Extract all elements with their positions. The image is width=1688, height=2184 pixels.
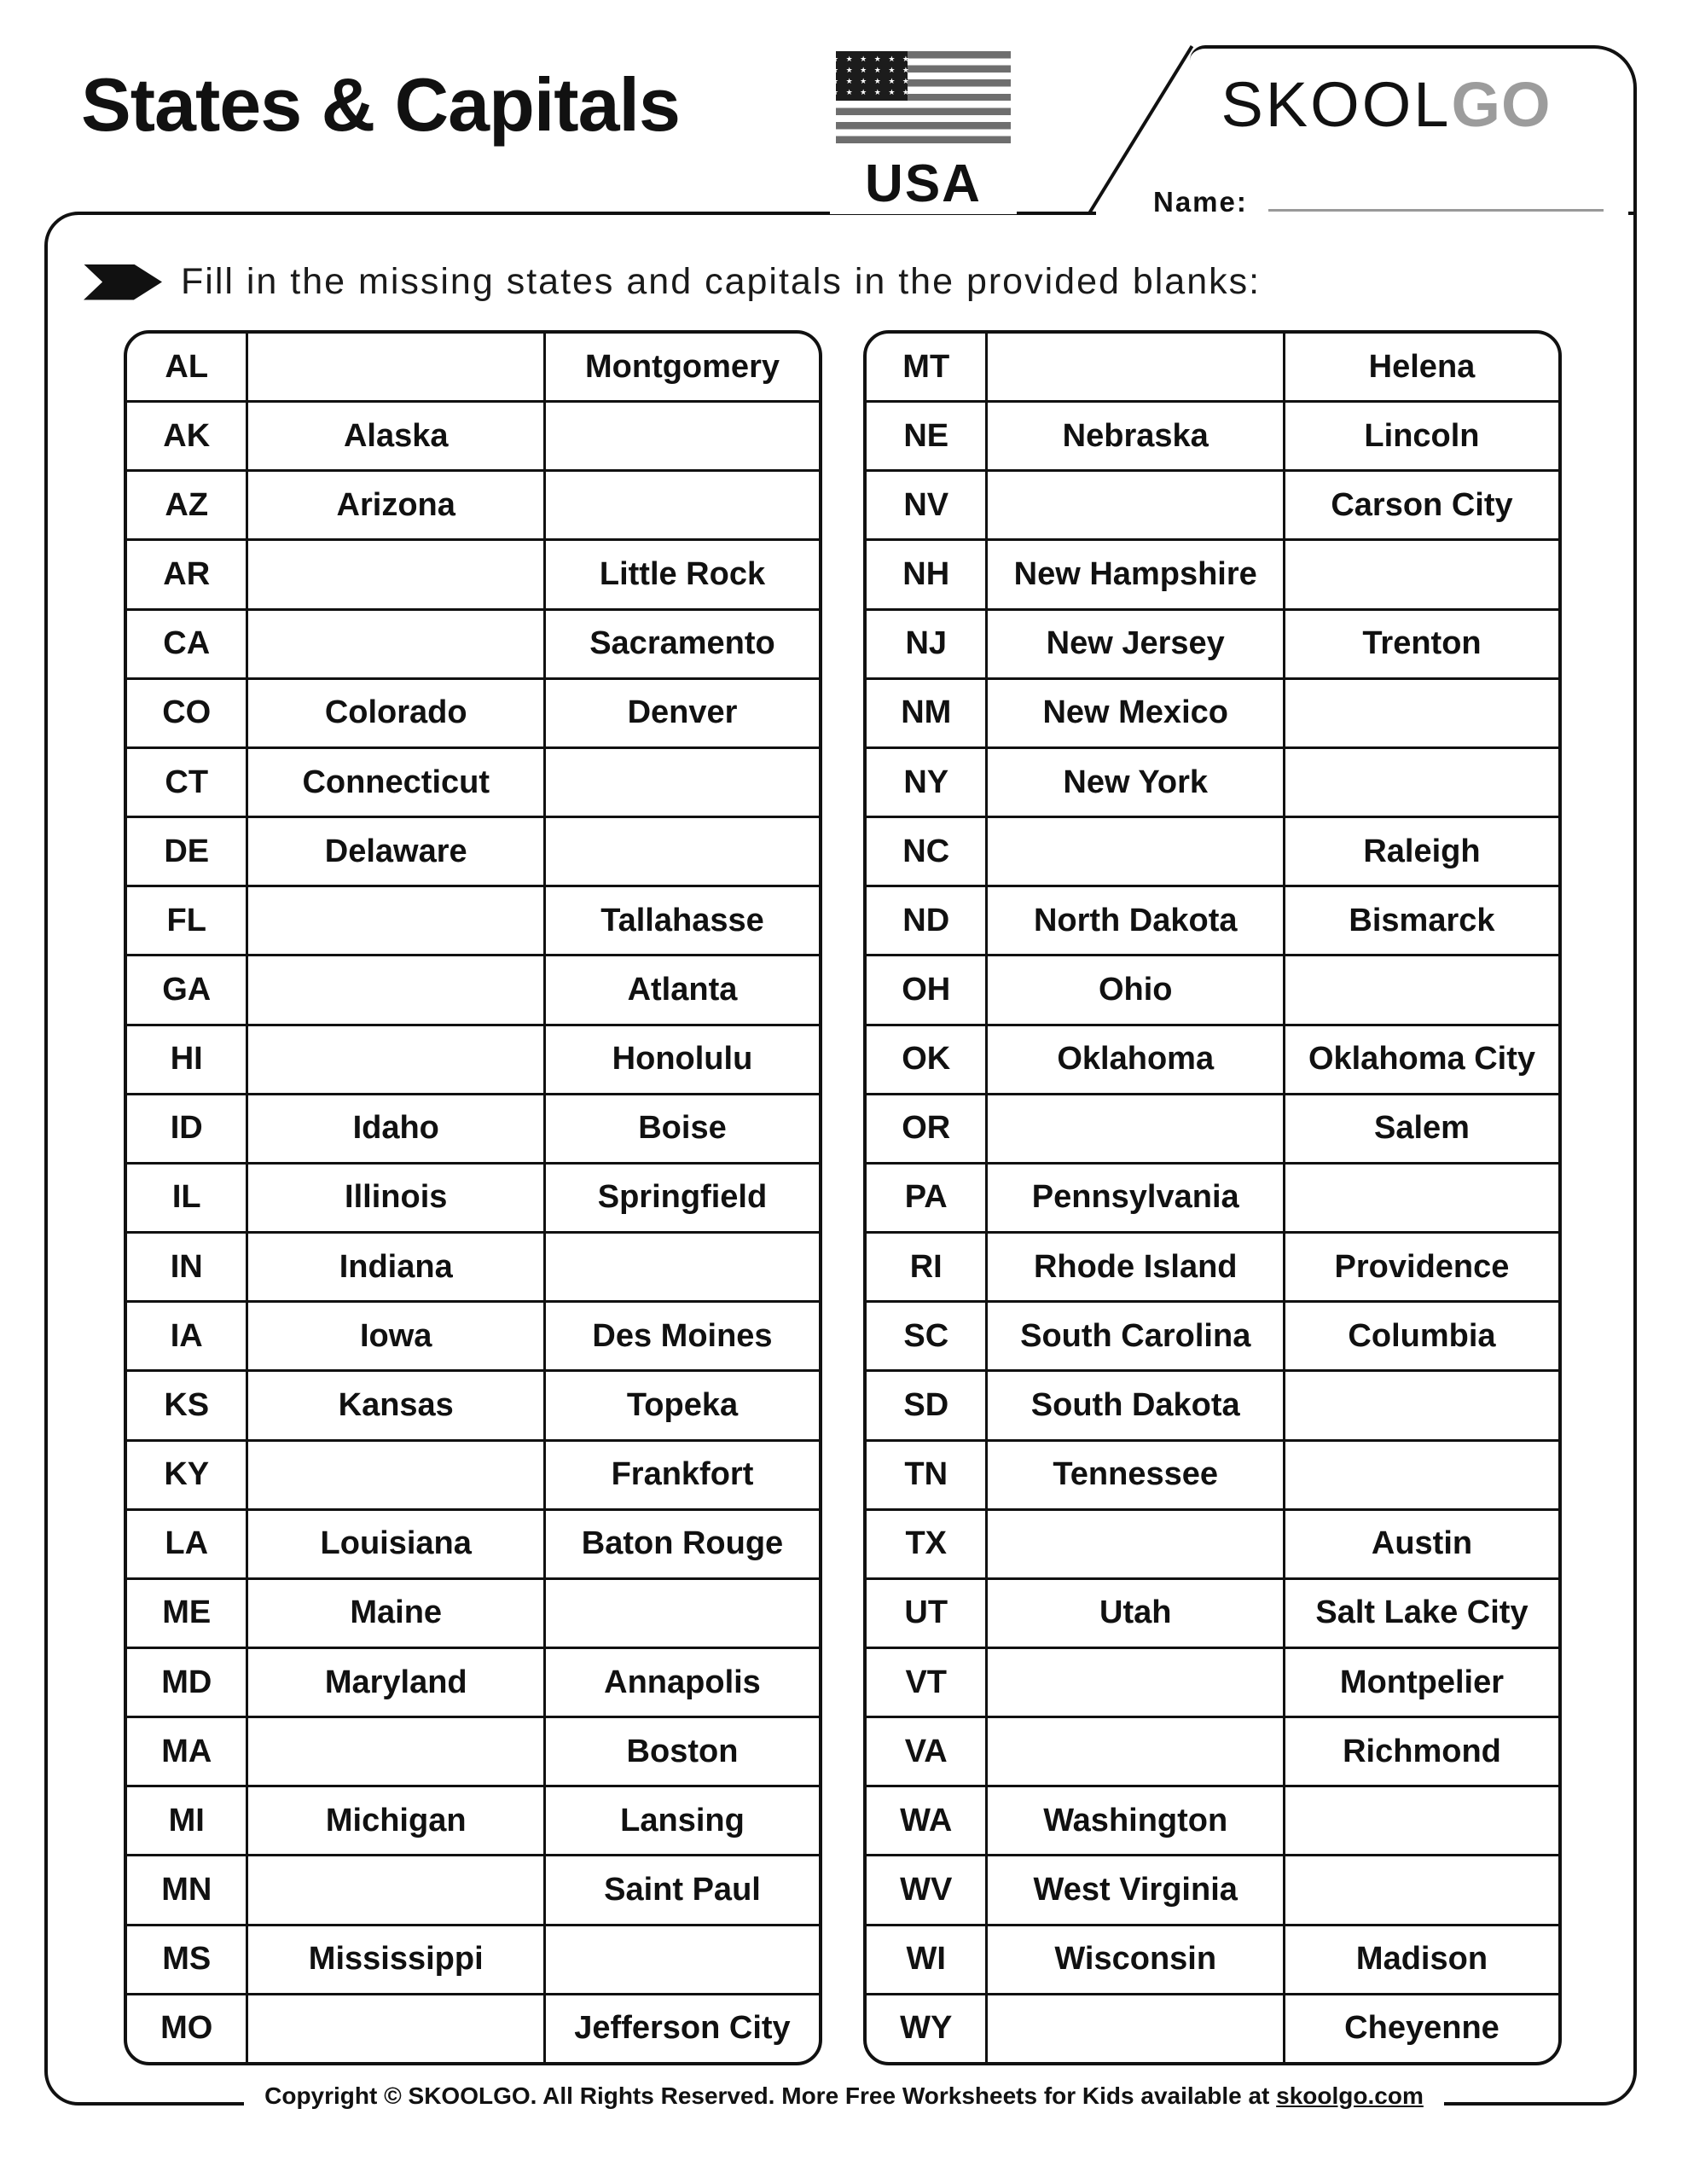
state-abbreviation-cell: AL: [127, 334, 248, 400]
state-name-cell[interactable]: [248, 956, 545, 1023]
state-name-cell[interactable]: [248, 887, 545, 954]
state-abbreviation-cell: IA: [127, 1303, 248, 1369]
name-blank-line[interactable]: [1268, 209, 1604, 212]
state-abbreviation-cell: MA: [127, 1718, 248, 1785]
state-abbreviation-cell: NH: [867, 541, 988, 607]
table-row: [867, 538, 1558, 607]
capital-cell[interactable]: Annapolis: [604, 1664, 761, 1700]
table-row: [867, 1647, 1558, 1716]
state-abbreviation-cell: NJ: [867, 611, 988, 677]
state-abbreviation-cell: TX: [867, 1511, 988, 1577]
state-name-cell[interactable]: [248, 541, 545, 607]
us-flag-icon: [832, 51, 1011, 143]
capital-cell[interactable]: [546, 749, 819, 816]
state-name-cell[interactable]: [988, 1995, 1285, 2062]
state-name-cell[interactable]: Tennessee: [988, 1442, 1285, 1508]
state-abbreviation-cell: CT: [127, 749, 248, 816]
state-abbreviation-cell: KY: [127, 1442, 248, 1508]
table-row: [867, 954, 1558, 1023]
state-abbreviation-cell: AR: [127, 541, 248, 607]
table-row: [127, 1508, 819, 1577]
capital-cell[interactable]: Carson City: [1331, 486, 1513, 523]
capital-cell[interactable]: Atlanta: [627, 971, 738, 1008]
state-name-cell[interactable]: Washington: [988, 1787, 1285, 1854]
state-name-cell[interactable]: [988, 1095, 1285, 1162]
state-name-cell[interactable]: [248, 334, 545, 400]
state-abbreviation-cell: HI: [127, 1026, 248, 1093]
state-abbreviation-cell: WY: [867, 1995, 988, 2062]
name-label: Name:: [1153, 186, 1248, 218]
table-row: [867, 400, 1558, 469]
state-name-cell[interactable]: [988, 1511, 1285, 1577]
capital-cell[interactable]: Cheyenne: [1344, 2010, 1499, 2047]
state-abbreviation-cell: WA: [867, 1787, 988, 1854]
table-row: [127, 816, 819, 885]
state-abbreviation-cell: NY: [867, 749, 988, 816]
state-name-cell[interactable]: [988, 1718, 1285, 1785]
state-name-cell[interactable]: Delaware: [248, 818, 545, 885]
state-name-cell[interactable]: Wisconsin: [988, 1926, 1285, 1993]
state-abbreviation-cell: MD: [127, 1649, 248, 1716]
footer: [0, 2082, 1688, 2110]
capital-cell[interactable]: Lansing: [620, 1802, 745, 1838]
capital-cell[interactable]: Jefferson City: [574, 2010, 791, 2047]
capital-cell[interactable]: [1285, 1442, 1558, 1508]
arrow-icon: [84, 264, 162, 300]
instruction-text: Fill in the missing states and capitals in the provided blanks:: [181, 261, 1262, 302]
table-row: [867, 1231, 1558, 1300]
table-row: [867, 1854, 1558, 1923]
state-name-cell[interactable]: Maine: [248, 1580, 545, 1647]
footer-link[interactable]: skoolgo.com: [1276, 2082, 1424, 2109]
state-abbreviation-cell: GA: [127, 956, 248, 1023]
table-row: [867, 1577, 1558, 1647]
state-abbreviation-cell: DE: [127, 818, 248, 885]
table-row: [127, 608, 819, 677]
capital-cell[interactable]: Salt Lake City: [1315, 1594, 1528, 1631]
state-name-cell[interactable]: Alaska: [248, 403, 545, 469]
capital-cell[interactable]: Boston: [626, 1733, 739, 1769]
state-abbreviation-cell: AZ: [127, 472, 248, 538]
state-abbreviation-cell: OK: [867, 1026, 988, 1093]
table-row: [867, 608, 1558, 677]
table-row: [127, 1024, 819, 1093]
capital-cell[interactable]: [546, 472, 819, 538]
state-abbreviation-cell: CA: [127, 611, 248, 677]
table-row: [867, 1785, 1558, 1854]
state-name-cell[interactable]: [248, 611, 545, 677]
table-row: [867, 1716, 1558, 1785]
capital-cell[interactable]: Frankfort: [611, 1456, 754, 1493]
state-abbreviation-cell: CO: [127, 680, 248, 746]
state-name-cell[interactable]: [248, 1995, 545, 2062]
state-name-cell[interactable]: New Mexico: [988, 680, 1285, 746]
capital-cell[interactable]: Boise: [638, 1110, 727, 1147]
state-name-cell[interactable]: New Jersey: [988, 611, 1285, 677]
state-abbreviation-cell: PA: [867, 1165, 988, 1231]
state-name-cell[interactable]: Connecticut: [248, 749, 545, 816]
state-name-cell[interactable]: [988, 472, 1285, 538]
capital-cell[interactable]: Helena: [1368, 348, 1476, 385]
logo-text-skool: SKOOL: [1221, 69, 1452, 140]
state-abbreviation-cell: FL: [127, 887, 248, 954]
capital-cell[interactable]: Oklahoma City: [1308, 1041, 1536, 1077]
capital-cell[interactable]: Des Moines: [592, 1317, 773, 1354]
table-row: [867, 1508, 1558, 1577]
flag-stars-row: ★ ★ ★ ★ ★ ★: [832, 88, 912, 96]
state-name-cell[interactable]: [988, 334, 1285, 400]
state-name-cell[interactable]: Idaho: [248, 1095, 545, 1162]
table-row: [867, 469, 1558, 538]
state-name-cell[interactable]: Iowa: [248, 1303, 545, 1369]
capital-cell[interactable]: Providence: [1334, 1248, 1510, 1285]
table-row: [127, 746, 819, 816]
table-row: [867, 1924, 1558, 1993]
state-name-cell[interactable]: Indiana: [248, 1234, 545, 1300]
skoolgo-logo: [1194, 68, 1578, 141]
table-row: [867, 1300, 1558, 1369]
state-name-cell[interactable]: Oklahoma: [988, 1026, 1285, 1093]
capital-cell[interactable]: Madison: [1355, 1941, 1488, 1978]
state-abbreviation-cell: NE: [867, 403, 988, 469]
table-row: [867, 1439, 1558, 1508]
table-row: [127, 954, 819, 1023]
capital-cell[interactable]: Richmond: [1343, 1733, 1501, 1769]
table-row: [867, 885, 1558, 954]
table-row: [867, 334, 1558, 400]
state-abbreviation-cell: MT: [867, 334, 988, 400]
state-name-cell[interactable]: New York: [988, 749, 1285, 816]
table-row: [867, 746, 1558, 816]
table-row: [127, 1647, 819, 1716]
state-name-cell[interactable]: South Carolina: [988, 1303, 1285, 1369]
state-abbreviation-cell: ME: [127, 1580, 248, 1647]
logo-text-go: GO: [1451, 69, 1552, 140]
capital-cell[interactable]: [546, 1234, 819, 1300]
state-abbreviation-cell: ND: [867, 887, 988, 954]
us-flag-canton: [832, 51, 912, 101]
states-table-left: [124, 330, 822, 2065]
table-row: [127, 1439, 819, 1508]
state-name-cell[interactable]: West Virginia: [988, 1856, 1285, 1923]
state-abbreviation-cell: MI: [127, 1787, 248, 1854]
table-row: [127, 400, 819, 469]
state-abbreviation-cell: NC: [867, 818, 988, 885]
state-abbreviation-cell: OR: [867, 1095, 988, 1162]
capital-cell[interactable]: Montgomery: [584, 348, 780, 385]
table-row: [127, 885, 819, 954]
capital-cell[interactable]: [1285, 956, 1558, 1023]
usa-label: USA: [830, 154, 1017, 214]
state-abbreviation-cell: MO: [127, 1995, 248, 2062]
state-abbreviation-cell: SC: [867, 1303, 988, 1369]
state-name-cell[interactable]: Arizona: [248, 472, 545, 538]
state-name-cell[interactable]: Utah: [988, 1580, 1285, 1647]
flag-stars-row: ★ ★ ★ ★ ★ ★: [832, 55, 912, 63]
state-abbreviation-cell: UT: [867, 1580, 988, 1647]
capital-cell[interactable]: Springfield: [597, 1179, 768, 1216]
state-name-cell[interactable]: Colorado: [248, 680, 545, 746]
instruction-row: [84, 261, 1261, 303]
capital-cell[interactable]: Topeka: [626, 1386, 739, 1423]
capital-cell[interactable]: Austin: [1371, 1525, 1473, 1562]
capital-cell[interactable]: [1285, 1165, 1558, 1231]
footer-text: Copyright © SKOOLGO. All Rights Reserved. More Free Worksheets for Kids available at: [264, 2082, 1277, 2109]
capital-cell[interactable]: [1285, 1787, 1558, 1854]
table-row: [127, 1716, 819, 1785]
state-name-cell[interactable]: Ohio: [988, 956, 1285, 1023]
state-abbreviation-cell: ID: [127, 1095, 248, 1162]
state-abbreviation-cell: IL: [127, 1165, 248, 1231]
table-row: [127, 334, 819, 400]
table-row: [867, 677, 1558, 746]
capital-cell[interactable]: Little Rock: [599, 556, 766, 593]
table-row: [127, 1300, 819, 1369]
state-name-cell[interactable]: Nebraska: [988, 403, 1285, 469]
capital-cell[interactable]: [546, 818, 819, 885]
state-abbreviation-cell: RI: [867, 1234, 988, 1300]
state-abbreviation-cell: MS: [127, 1926, 248, 1993]
state-name-cell[interactable]: New Hampshire: [988, 541, 1285, 607]
table-row: [127, 1993, 819, 2062]
state-name-cell[interactable]: North Dakota: [988, 887, 1285, 954]
table-row: [127, 1162, 819, 1231]
table-row: [127, 1093, 819, 1162]
state-abbreviation-cell: WV: [867, 1856, 988, 1923]
state-abbreviation-cell: VA: [867, 1718, 988, 1785]
state-abbreviation-cell: KS: [127, 1372, 248, 1438]
table-row: [127, 1231, 819, 1300]
capital-cell[interactable]: Trenton: [1362, 625, 1482, 662]
state-name-cell[interactable]: [988, 1649, 1285, 1716]
state-name-cell[interactable]: [988, 818, 1285, 885]
state-name-cell[interactable]: Maryland: [248, 1649, 545, 1716]
table-row: [127, 677, 819, 746]
table-row: [127, 538, 819, 607]
state-name-cell[interactable]: [248, 1718, 545, 1785]
state-abbreviation-cell: WI: [867, 1926, 988, 1993]
table-row: [127, 1369, 819, 1438]
capital-cell[interactable]: [1285, 680, 1558, 746]
table-row: [127, 1924, 819, 1993]
state-abbreviation-cell: NM: [867, 680, 988, 746]
capital-cell[interactable]: Baton Rouge: [581, 1525, 784, 1562]
table-row: [127, 1854, 819, 1923]
flag-stars-row: ★ ★ ★ ★ ★ ★: [832, 66, 912, 74]
table-row: [867, 1993, 1558, 2062]
state-name-cell[interactable]: Mississippi: [248, 1926, 545, 1993]
state-abbreviation-cell: LA: [127, 1511, 248, 1577]
state-name-cell[interactable]: [248, 1442, 545, 1508]
capital-cell[interactable]: Tallahasse: [600, 902, 764, 938]
state-name-cell[interactable]: Kansas: [248, 1372, 545, 1438]
table-row: [127, 1785, 819, 1854]
state-abbreviation-cell: OH: [867, 956, 988, 1023]
state-name-cell[interactable]: [248, 1856, 545, 1923]
capital-cell[interactable]: [1285, 749, 1558, 816]
state-name-cell[interactable]: [248, 1026, 545, 1093]
capital-cell[interactable]: Raleigh: [1363, 833, 1481, 869]
capital-cell[interactable]: [1285, 1372, 1558, 1438]
state-abbreviation-cell: AK: [127, 403, 248, 469]
table-row: [867, 1024, 1558, 1093]
page-title: States & Capitals: [81, 62, 680, 147]
table-row: [867, 1369, 1558, 1438]
capital-cell[interactable]: [546, 1926, 819, 1993]
capital-cell[interactable]: Columbia: [1348, 1317, 1496, 1354]
capital-cell[interactable]: [1285, 541, 1558, 607]
state-abbreviation-cell: VT: [867, 1649, 988, 1716]
states-table-right: [863, 330, 1562, 2065]
capital-cell[interactable]: Lincoln: [1364, 417, 1480, 454]
table-row: [867, 1162, 1558, 1231]
table-row: [867, 816, 1558, 885]
capital-cell[interactable]: Salem: [1374, 1110, 1470, 1147]
capital-cell[interactable]: [1285, 1856, 1558, 1923]
state-abbreviation-cell: MN: [127, 1856, 248, 1923]
flag-stars-row: ★ ★ ★ ★ ★ ★: [832, 77, 912, 85]
capital-cell[interactable]: Bismarck: [1349, 902, 1495, 938]
capital-cell[interactable]: [546, 403, 819, 469]
capital-cell[interactable]: Montpelier: [1339, 1664, 1505, 1700]
capital-cell[interactable]: Saint Paul: [604, 1872, 761, 1908]
table-row: [867, 1093, 1558, 1162]
state-name-cell[interactable]: South Dakota: [988, 1372, 1285, 1438]
state-name-cell[interactable]: Michigan: [248, 1787, 545, 1854]
state-name-cell[interactable]: Rhode Island: [988, 1234, 1285, 1300]
state-abbreviation-cell: TN: [867, 1442, 988, 1508]
table-row: [127, 469, 819, 538]
table-row: [127, 1577, 819, 1647]
state-name-cell[interactable]: Louisiana: [248, 1511, 545, 1577]
state-abbreviation-cell: IN: [127, 1234, 248, 1300]
state-abbreviation-cell: NV: [867, 472, 988, 538]
state-name-cell[interactable]: Pennsylvania: [988, 1165, 1285, 1231]
capital-cell[interactable]: [546, 1580, 819, 1647]
capital-cell[interactable]: Sacramento: [589, 625, 775, 662]
state-abbreviation-cell: SD: [867, 1372, 988, 1438]
state-name-cell[interactable]: Illinois: [248, 1165, 545, 1231]
capital-cell[interactable]: Honolulu: [612, 1041, 753, 1077]
capital-cell[interactable]: Denver: [627, 694, 738, 731]
